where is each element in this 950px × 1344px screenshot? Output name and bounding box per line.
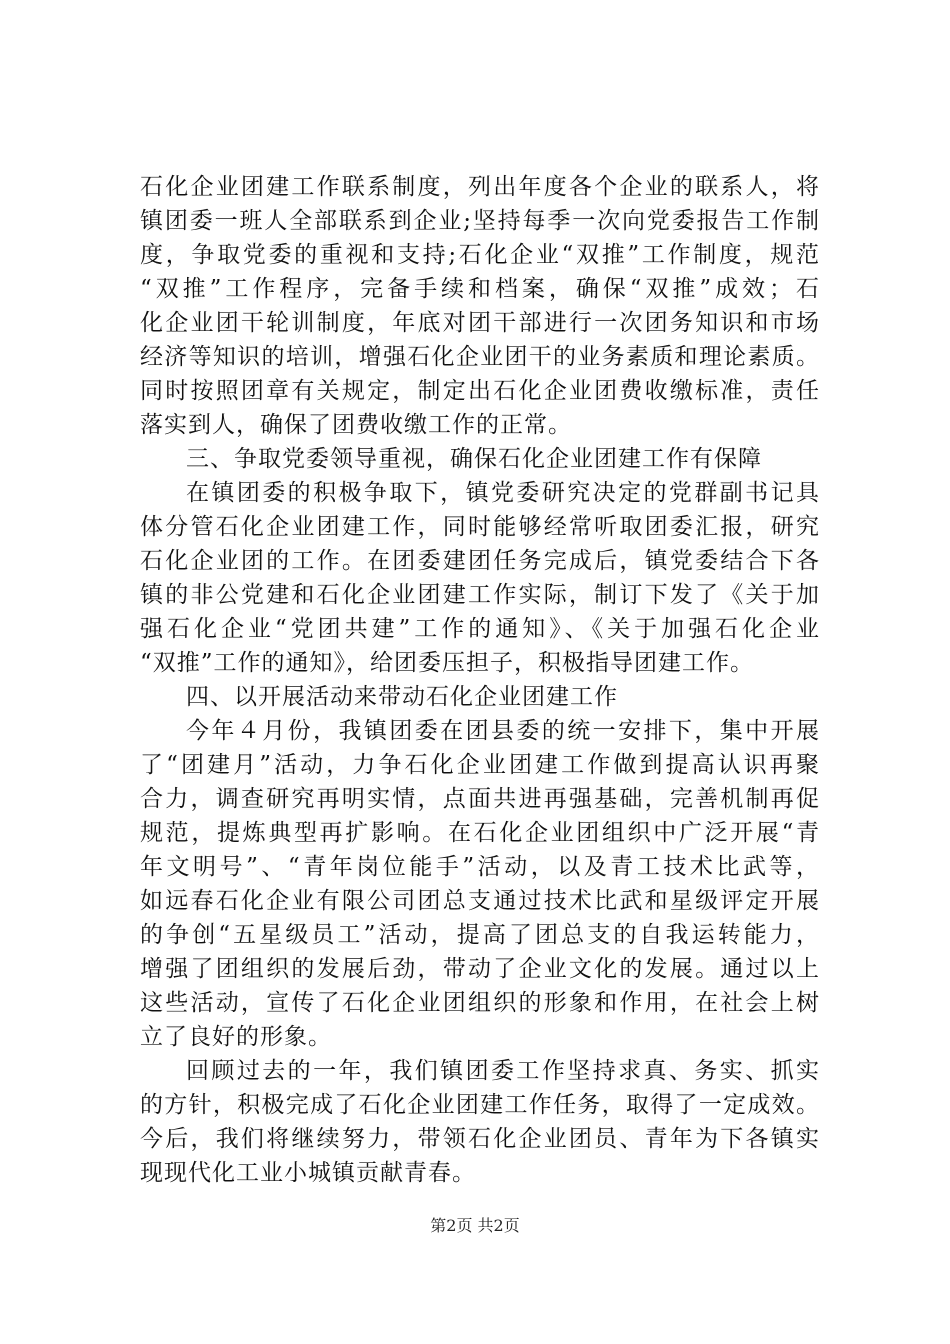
text-line: 现现代化工业小城镇贡献青春。 <box>140 1160 476 1186</box>
text-line: 同时按照团章有关规定，制定出石化企业团费收缴标准，责任 <box>140 378 820 404</box>
text-line: 今后，我们将继续努力，带领石化企业团员、青年为下各镇实 <box>140 1126 820 1152</box>
text-line: 镇的非公党建和石化企业团建工作实际，制订下发了《关于加 <box>140 582 820 608</box>
text-line: 今年４月份，我镇团委在团县委的统一安排下，集中开展 <box>186 718 820 744</box>
text-line: 的方针，积极完成了石化企业团建工作任务，取得了一定成效。 <box>140 1092 820 1118</box>
text-line: “双推”工作的通知》，给团委压担子，积极指导团建工作。 <box>140 650 755 676</box>
text-line: 体分管石化企业团建工作，同时能够经常听取团委汇报，研究 <box>140 514 820 540</box>
text-line: 增强了团组织的发展后劲，带动了企业文化的发展。通过以上 <box>140 956 820 982</box>
page-footer: 第2页 共2页 <box>430 1216 520 1235</box>
text-line: 年文明号”、“青年岗位能手”活动，以及青工技术比武等， <box>140 854 820 880</box>
document-body <box>140 170 820 1190</box>
text-line: 在镇团委的积极争取下，镇党委研究决定的党群副书记具 <box>186 480 820 506</box>
text-line: 石化企业团的工作。在团委建团任务完成后，镇党委结合下各 <box>140 548 820 574</box>
text-line: 度，争取党委的重视和支持;石化企业“双推”工作制度，规范 <box>140 242 820 268</box>
text-line: 化企业团干轮训制度，年底对团干部进行一次团务知识和市场 <box>140 310 820 336</box>
text-line: 经济等知识的培训，增强石化企业团干的业务素质和理论素质。 <box>140 344 820 370</box>
text-line: “双推”工作程序，完备手续和档案，确保“双推”成效；石 <box>140 276 820 302</box>
text-line: 落实到人，确保了团费收缴工作的正常。 <box>140 412 572 438</box>
text-line: 石化企业团建工作联系制度，列出年度各个企业的联系人，将 <box>140 174 820 200</box>
text-line: 如远春石化企业有限公司团总支通过技术比武和星级评定开展 <box>140 888 820 914</box>
text-line: 立了良好的形象。 <box>140 1024 332 1050</box>
text-line: 合力，调查研究再明实情，点面共进再强基础，完善机制再促 <box>140 786 820 812</box>
text-line: 强石化企业“党团共建”工作的通知》、《关于加强石化企业 <box>140 616 820 642</box>
text-line: 的争创“五星级员工”活动，提高了团总支的自我运转能力， <box>140 922 820 948</box>
text-line: 三、争取党委领导重视，确保石化企业团建工作有保障 <box>186 446 762 472</box>
text-line: 四、以开展活动来带动石化企业团建工作 <box>186 684 618 710</box>
text-line: 镇团委一班人全部联系到企业;坚持每季一次向党委报告工作制 <box>140 208 820 234</box>
text-line: 回顾过去的一年，我们镇团委工作坚持求真、务实、抓实 <box>186 1058 820 1084</box>
text-line: 这些活动，宣传了石化企业团组织的形象和作用，在社会上树 <box>140 990 820 1016</box>
text-line: 规范，提炼典型再扩影响。在石化企业团组织中广泛开展“青 <box>140 820 820 846</box>
text-line: 了“团建月”活动，力争石化企业团建工作做到提高认识再聚 <box>140 752 820 778</box>
